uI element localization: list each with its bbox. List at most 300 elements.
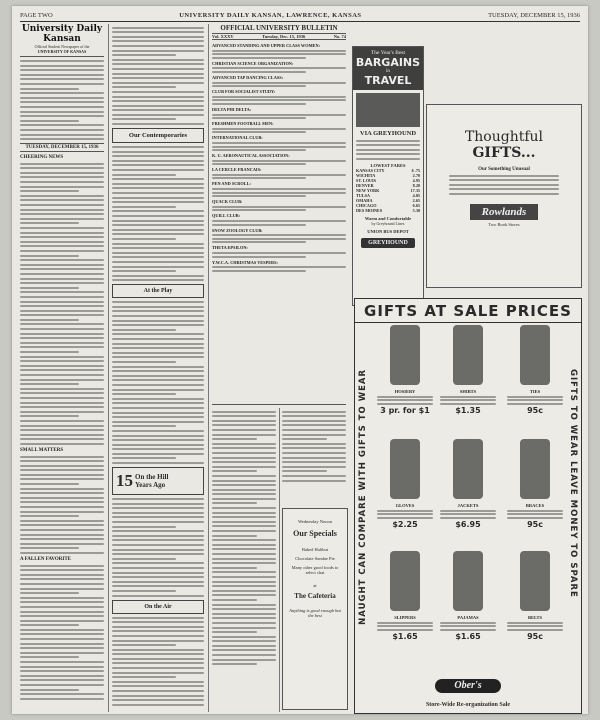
rowlands-text	[427, 175, 581, 195]
text-line	[20, 255, 79, 257]
gift-item	[377, 551, 433, 641]
text-line	[112, 270, 176, 272]
text-line	[20, 282, 104, 284]
text-line	[112, 562, 204, 564]
gift-illustration	[520, 439, 550, 499]
text-line	[20, 97, 104, 99]
text-line	[112, 535, 204, 537]
gift-illustration	[390, 551, 420, 611]
bulletin-date: Tuesday, Dec. 15, 1936	[262, 34, 306, 39]
text-line	[20, 314, 104, 316]
gift-illustration	[390, 325, 420, 385]
text-line	[112, 667, 204, 669]
text-line	[212, 149, 306, 151]
text-line	[212, 645, 276, 647]
text-line	[112, 256, 204, 258]
fare-city: OMAHA	[356, 197, 373, 203]
text-line	[112, 320, 204, 322]
text-line	[112, 96, 204, 98]
text-line	[212, 256, 306, 258]
text-line	[20, 684, 104, 686]
text-line	[112, 247, 204, 249]
editorial-text	[20, 565, 104, 700]
text-line	[20, 534, 104, 536]
text-line	[20, 111, 104, 113]
cafeteria-name: The Cafeteria	[294, 592, 336, 600]
text-line	[112, 366, 204, 368]
section-divider	[212, 404, 346, 405]
text-line	[112, 77, 204, 79]
text-line	[449, 184, 559, 186]
rowlands-gifts: GIFTS...	[472, 145, 536, 161]
bulletin-item-text	[212, 96, 346, 105]
gift-price: 95c	[527, 520, 543, 530]
text-line	[112, 590, 176, 592]
text-line	[20, 379, 104, 381]
text-line	[356, 158, 420, 160]
bulletin-item-text	[212, 206, 346, 212]
text-line	[212, 195, 306, 197]
bulletin-item-text	[212, 220, 346, 226]
text-line	[212, 447, 276, 449]
bulletin-item-heading: QUILL CLUB:	[212, 213, 241, 219]
text-line	[20, 365, 104, 367]
text-line	[212, 429, 276, 431]
bulletin-item-text	[212, 160, 346, 166]
text-line	[20, 190, 79, 192]
left-vertical-slogan: NAUGHT CAN COMPARE WITH GIFTS TO WEAR	[358, 369, 368, 625]
text-line	[507, 625, 563, 627]
text-line	[440, 399, 496, 401]
text-line	[212, 663, 257, 665]
text-line	[212, 192, 346, 194]
article-text	[282, 411, 346, 482]
rowlands-line: Our Something Unusual	[478, 167, 530, 172]
text-line	[112, 68, 204, 70]
gift-name: BRACES	[525, 503, 545, 508]
text-line	[112, 183, 204, 185]
text-line	[112, 658, 204, 660]
text-line	[112, 379, 204, 381]
text-line	[212, 498, 276, 500]
text-line	[112, 356, 204, 358]
bulletin-item-heading: THETA EPSILON:	[212, 245, 248, 251]
editorial-text	[20, 456, 104, 554]
text-line	[112, 114, 204, 116]
text-line	[20, 245, 104, 247]
bulletin-item-heading: K. U. AERONAUTICAL ASSOCIATION:	[212, 153, 290, 159]
text-line	[112, 146, 204, 148]
text-line	[112, 310, 204, 312]
gift-description	[440, 622, 496, 631]
text-line	[20, 538, 104, 540]
text-line	[212, 484, 276, 486]
cafeteria-item: Chocolate Sundae Pie	[295, 556, 335, 561]
text-line	[212, 252, 346, 254]
text-line	[440, 517, 496, 519]
gift-item	[377, 325, 433, 415]
text-line	[20, 415, 79, 417]
gift-item	[507, 439, 563, 529]
text-line	[112, 31, 204, 33]
text-line	[20, 547, 79, 549]
text-line	[112, 266, 204, 268]
text-line	[112, 595, 204, 597]
obers-logo: Ober's	[435, 679, 501, 693]
text-line	[20, 698, 104, 700]
text-line	[212, 131, 306, 133]
text-line	[20, 670, 104, 672]
text-line	[20, 478, 104, 480]
fare-price: 4.05	[412, 192, 420, 198]
via-greyhound: VIA GREYHOUND	[359, 130, 417, 137]
fare-city: ST. LOUIS	[356, 177, 376, 183]
text-line	[20, 656, 79, 658]
text-line	[112, 581, 204, 583]
travel-line: by Greyhound Lines	[371, 220, 405, 226]
text-line	[112, 412, 204, 414]
gift-name: TIES	[529, 389, 541, 394]
text-line	[20, 301, 104, 303]
text-line	[112, 567, 204, 569]
text-line	[20, 74, 104, 76]
text-line	[377, 510, 433, 512]
text-line	[20, 186, 104, 188]
text-line	[212, 461, 276, 463]
bulletin-item-heading: DELTA PHI DELTA:	[212, 106, 252, 112]
text-line	[20, 643, 104, 645]
text-line	[20, 124, 104, 126]
text-line	[212, 50, 346, 52]
text-line	[212, 516, 276, 518]
text-line	[20, 397, 104, 399]
text-line	[440, 629, 496, 631]
text-line	[282, 466, 346, 468]
gift-description	[377, 622, 433, 631]
text-line	[20, 465, 104, 467]
text-line	[20, 342, 104, 344]
text-line	[212, 590, 276, 592]
text-line	[449, 179, 559, 181]
text-line	[212, 53, 346, 55]
text-line	[440, 622, 496, 624]
text-line	[112, 343, 204, 345]
text-line	[20, 661, 104, 663]
text-line	[212, 562, 276, 564]
text-line	[112, 164, 204, 166]
issue-date: TUESDAY, DECEMBER 15, 1936	[488, 11, 580, 19]
text-line	[212, 241, 306, 243]
travel-line: in	[386, 69, 390, 74]
text-line	[212, 57, 306, 59]
text-line	[112, 224, 204, 226]
text-line	[507, 517, 563, 519]
text-line	[20, 497, 104, 499]
fare-city: DENVER	[356, 182, 374, 188]
text-line	[507, 629, 563, 631]
text-line	[20, 134, 104, 136]
gift-name: HOSIERY	[394, 389, 416, 394]
text-line	[112, 174, 176, 176]
fare-city: TULSA	[356, 192, 370, 198]
text-line	[212, 266, 346, 268]
fare-city: DES MOINES	[356, 207, 383, 213]
text-line	[282, 452, 346, 454]
text-line	[112, 338, 204, 340]
text-line	[20, 259, 104, 261]
text-line	[112, 201, 204, 203]
text-line	[20, 356, 104, 358]
gift-description	[440, 510, 496, 519]
text-line	[282, 434, 346, 436]
text-line	[20, 337, 104, 339]
text-line	[212, 489, 276, 491]
text-line	[112, 626, 204, 628]
text-line	[20, 83, 104, 85]
text-line	[20, 597, 104, 599]
text-line	[112, 448, 204, 450]
text-line	[112, 352, 204, 354]
text-line	[440, 396, 496, 398]
text-line	[20, 101, 104, 103]
text-line	[112, 640, 204, 642]
text-line	[20, 511, 104, 513]
text-line	[212, 659, 276, 661]
text-line	[20, 601, 104, 603]
bulletin-item-text	[212, 266, 346, 272]
bulletin-item-heading: QUACK CLUB:	[212, 199, 243, 205]
text-line	[112, 169, 204, 171]
text-line	[377, 622, 433, 624]
text-line	[212, 206, 346, 208]
text-line	[112, 45, 204, 47]
text-line	[449, 193, 559, 195]
text-line	[212, 420, 276, 422]
gift-price: $1.65	[392, 632, 418, 642]
text-line	[212, 640, 276, 642]
travel-line: The Year's Best	[370, 50, 406, 56]
article-text	[112, 301, 204, 464]
text-line	[112, 398, 204, 400]
gift-name: GLOVES	[395, 503, 415, 508]
bulletin-item-text	[212, 50, 346, 59]
text-line	[212, 581, 276, 583]
article-text	[112, 498, 204, 596]
text-line	[212, 502, 257, 504]
text-line	[282, 429, 346, 431]
text-line	[112, 187, 204, 189]
cafeteria-specials: Our Specials	[293, 529, 337, 538]
text-line	[20, 120, 79, 122]
on-the-hill-label: On the Hill	[135, 473, 169, 482]
text-line	[20, 268, 104, 270]
text-line	[377, 396, 433, 398]
text-line	[112, 36, 204, 38]
text-line	[112, 507, 204, 509]
gift-name: BELTS	[527, 615, 543, 620]
text-line	[112, 151, 204, 153]
paper-title: UNIVERSITY DAILY KANSAN, LAWRENCE, KANSAS	[179, 11, 362, 19]
gift-illustration	[453, 551, 483, 611]
text-line	[20, 351, 79, 353]
text-line	[212, 220, 346, 222]
gift-price: $1.35	[455, 406, 481, 416]
text-line	[20, 213, 104, 215]
bus-depot: UNION BUS DEPOT	[367, 228, 409, 234]
text-line	[212, 103, 306, 105]
text-line	[507, 622, 563, 624]
text-line	[112, 91, 204, 93]
text-line	[282, 461, 346, 463]
fare-city: CHICAGO	[356, 202, 377, 208]
gift-name: SLIPPERS	[394, 615, 416, 620]
text-line	[112, 315, 204, 317]
fare-city: NEW YORK	[356, 187, 380, 193]
text-line	[112, 229, 204, 231]
text-line	[20, 383, 79, 385]
bulletin-item-heading: ADVANCED TAP DANCING CLASS:	[212, 74, 284, 80]
newspaper-page	[12, 6, 588, 714]
text-line	[112, 233, 204, 235]
text-line	[20, 411, 104, 413]
text-line	[112, 54, 176, 56]
text-line	[20, 310, 104, 312]
gift-item	[440, 325, 496, 415]
ober-gifts-ad	[354, 298, 582, 714]
text-line	[212, 163, 306, 165]
text-line	[112, 59, 204, 61]
text-line	[112, 617, 204, 619]
text-line	[212, 548, 276, 550]
text-line	[112, 389, 204, 391]
text-line	[20, 429, 104, 431]
text-line	[212, 539, 276, 541]
article-text	[112, 27, 204, 125]
bulletin-item-heading: FRESHMEN FOOTBALL MEN:	[212, 121, 274, 127]
text-line	[20, 652, 104, 654]
text-line	[112, 435, 204, 437]
years-ago-label: Years Ago	[135, 481, 166, 490]
gift-name: PAJAMAS	[457, 615, 479, 620]
text-line	[112, 572, 204, 574]
text-line	[377, 513, 433, 515]
text-line	[212, 466, 276, 468]
official-bulletin	[212, 24, 346, 404]
bulletin-volume: Vol. XXXV	[212, 34, 234, 39]
gift-illustration	[520, 325, 550, 385]
text-line	[112, 407, 204, 409]
gift-price: $1.65	[455, 632, 481, 642]
lower-article	[282, 408, 346, 508]
text-line	[112, 695, 204, 697]
text-line	[112, 672, 204, 674]
text-line	[112, 585, 204, 587]
gift-illustration	[453, 439, 483, 499]
text-line	[212, 452, 276, 454]
text-line	[112, 361, 176, 363]
text-line	[282, 457, 346, 459]
cafeteria-line: at	[313, 583, 317, 588]
text-line	[212, 128, 346, 130]
bulletin-item-heading: LA CERCLE FRANCAIS:	[212, 167, 262, 173]
text-line	[212, 470, 257, 472]
gift-name: SHIRTS	[459, 389, 477, 394]
text-line	[377, 625, 433, 627]
bulletin-item-text	[212, 188, 346, 197]
editorial-heading: CHEERING NEWS	[20, 155, 64, 161]
text-line	[112, 82, 204, 84]
gift-illustration	[520, 551, 550, 611]
text-line	[20, 611, 104, 613]
text-line	[112, 402, 204, 404]
text-line	[282, 420, 346, 422]
gift-price: 3 pr. for $1	[380, 406, 430, 416]
gift-description	[507, 510, 563, 519]
text-line	[20, 250, 104, 252]
text-line	[507, 396, 563, 398]
gift-price: 95c	[527, 406, 543, 416]
text-line	[20, 374, 104, 376]
text-line	[112, 100, 204, 102]
text-line	[20, 333, 104, 335]
text-line	[282, 415, 346, 417]
text-line	[20, 675, 104, 677]
column-rule	[279, 408, 280, 712]
bulletin-item-text	[212, 128, 346, 134]
text-line	[112, 462, 204, 464]
fare-price: 8.20	[412, 182, 420, 188]
text-line	[212, 571, 276, 573]
bulletin-title: OFFICIAL UNIVERSITY BULLETIN	[220, 24, 338, 32]
rowlands-line: Two Book Stores	[488, 221, 520, 227]
text-line	[112, 676, 176, 678]
text-line	[212, 622, 276, 624]
text-line	[20, 88, 79, 90]
text-line	[20, 552, 104, 554]
text-line	[20, 679, 104, 681]
text-line	[112, 425, 176, 427]
fares-heading: LOWEST FARES	[370, 162, 406, 168]
fare-price: 2.70	[412, 172, 420, 178]
text-line	[212, 424, 276, 426]
masthead-title: University Daily Kansan	[21, 24, 103, 44]
text-line	[20, 483, 79, 485]
text-line	[377, 403, 433, 405]
text-line	[112, 576, 204, 578]
text-line	[20, 460, 104, 462]
gift-description	[377, 510, 433, 519]
text-line	[20, 624, 79, 626]
text-line	[212, 434, 276, 436]
text-line	[20, 346, 104, 348]
text-line	[212, 617, 276, 619]
gift-illustration	[390, 439, 420, 499]
text-line	[282, 480, 346, 482]
text-line	[112, 653, 204, 655]
text-line	[212, 544, 276, 546]
text-line	[212, 608, 276, 610]
text-line	[20, 492, 104, 494]
text-line	[112, 421, 204, 423]
text-line	[112, 635, 204, 637]
text-line	[356, 140, 420, 142]
text-line	[112, 530, 204, 532]
text-line	[20, 218, 104, 220]
text-line	[212, 521, 276, 523]
text-line	[20, 181, 104, 183]
text-line	[20, 92, 104, 94]
gift-description	[440, 396, 496, 405]
